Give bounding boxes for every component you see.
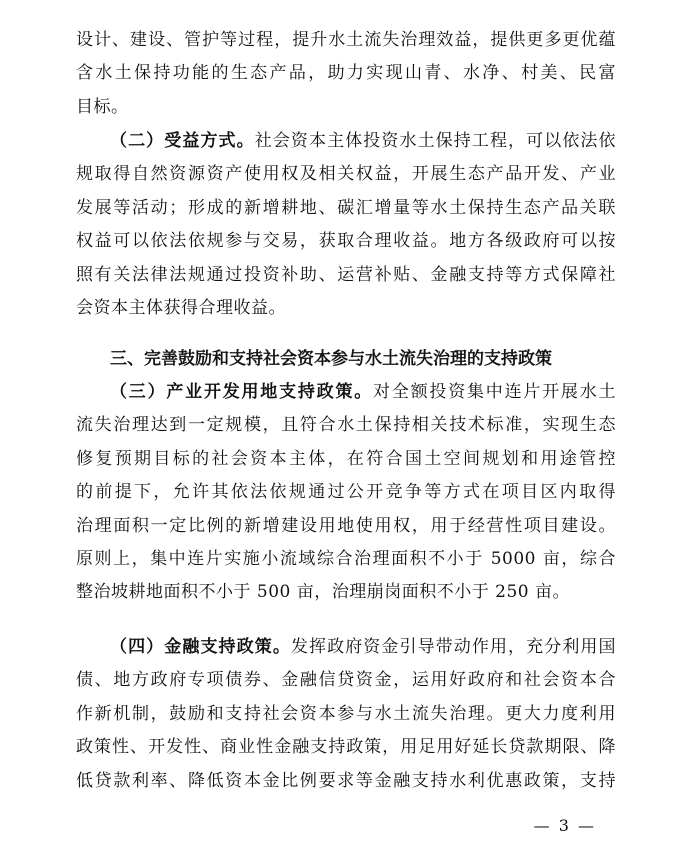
paragraph-finance-policy <box>76 631 616 798</box>
paragraph-label: （四）金融支持政策。 <box>110 637 291 657</box>
text-line: 的前提下，允许其依法依规通过公开竞争等方式在项目区内取得 <box>76 482 616 503</box>
text-line: 政策性、开发性、商业性金融支持政策，用足用好延长贷款期限、降 <box>76 737 616 758</box>
paragraph-land-policy <box>76 376 616 610</box>
paragraph-continuation <box>76 24 616 124</box>
text-line: 修复预期目标的社会资本主体，在符合国土空间规划和用途管控 <box>76 448 616 469</box>
text-line: 目标。 <box>76 96 129 117</box>
text-line: 流失治理达到一定规模，且符合水土保持相关技术标准，实现生态 <box>76 415 616 436</box>
text-line <box>76 631 616 664</box>
text-line: 规取得自然资源资产使用权及相关权益，开展生态产品开发、产业 <box>76 164 616 185</box>
text-line: 发展等活动；形成的新增耕地、碳汇增量等水土保持生态产品关联 <box>76 197 616 218</box>
section-heading: 三、完善鼓励和支持社会资本参与水土流失治理的支持政策 <box>110 349 552 369</box>
page-number: — 3 — <box>533 816 596 835</box>
paragraph-benefit-method <box>76 125 616 325</box>
text-line: 设计、建设、管护等过程，提升水土流失治理效益，提供更多更优蕴 <box>76 30 616 50</box>
text-line: 权益可以依法依规参与交易，获取合理收益。地方各级政府可以按 <box>76 231 616 252</box>
text-line: 低贷款利率、降低资本金比例要求等金融支持水利优惠政策，支持 <box>76 770 616 791</box>
text-line <box>76 376 616 409</box>
text-line <box>76 125 616 158</box>
text-line: 原则上，集中连片实施小流域综合治理面积不小于 5000 亩，综合 <box>76 549 616 570</box>
paragraph-label: （二）受益方式。 <box>110 131 255 151</box>
text-run: 对全额投资集中连片开展水土 <box>373 382 616 402</box>
text-line: 照有关法律法规通过投资补助、运营补贴、金融支持等方式保障社 <box>76 264 616 285</box>
text-line: 会资本主体获得合理收益。 <box>76 298 286 319</box>
text-line: 治理面积一定比例的新增建设用地使用权，用于经营性项目建设。 <box>76 515 616 536</box>
text-line: 整治坡耕地面积不小于 500 亩，治理崩岗面积不小于 250 亩。 <box>76 582 571 603</box>
text-line: 作新机制，鼓励和支持社会资本参与水土流失治理。更大力度利用 <box>76 703 616 724</box>
text-line: 债、地方政府专项债券、金融信贷资金，运用好政府和社会资本合 <box>76 670 616 691</box>
text-run: 发挥政府资金引导带动作用，充分利用国 <box>290 637 616 657</box>
text-run: 社会资本主体投资水土保持工程，可以依法依 <box>254 131 616 151</box>
text-line: 含水土保持功能的生态产品，助力实现山青、水净、村美、民富 <box>76 63 616 84</box>
paragraph-label: （三）产业开发用地支持政策。 <box>110 382 374 402</box>
